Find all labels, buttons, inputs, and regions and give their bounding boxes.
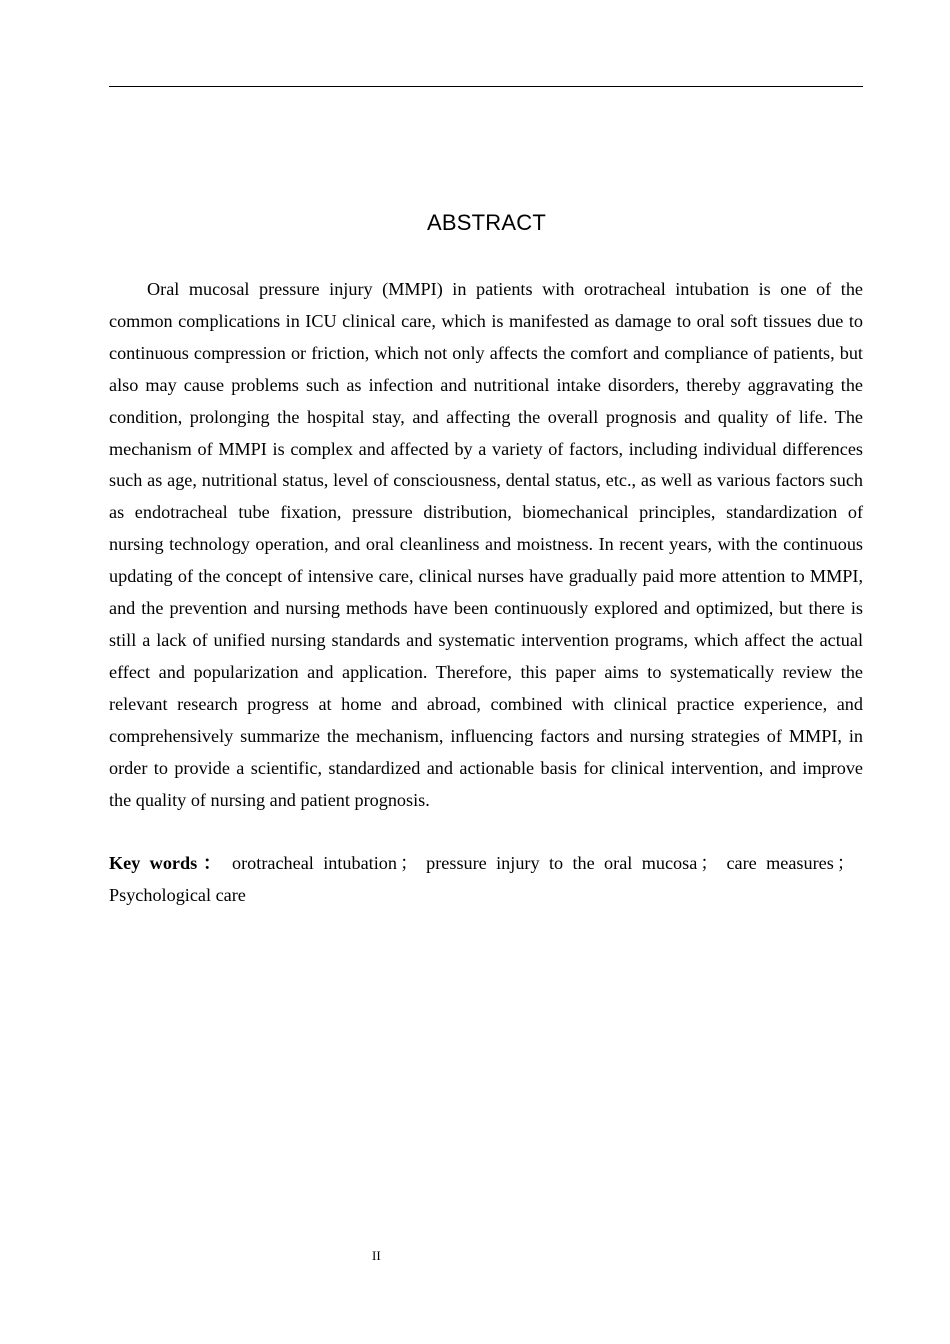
keywords-label: Key words (109, 853, 198, 873)
keyword-item: care measures (726, 853, 834, 873)
header-rule (109, 86, 863, 87)
keyword-item: Psychological care (109, 884, 246, 905)
keyword-item: orotracheal intubation (232, 853, 397, 873)
keywords-semicolon: ； (399, 853, 419, 873)
abstract-title: ABSTRACT (427, 210, 546, 235)
keywords-colon: ： (198, 853, 227, 873)
keyword-item: pressure injury to the oral mucosa (426, 853, 698, 873)
keywords-semicolon: ； (836, 853, 855, 873)
page-number: II (372, 1248, 381, 1263)
abstract-body: Oral mucosal pressure injury (MMPI) in patients with orotracheal intubation is one of the common complications in ICU clinical care, which is manifested as damage to oral soft tissues due to continuous compression or friction, which not only affects the comfort and compliance of patients, but also may cause problems such as infection and nutritional intake disorders, thereby aggravating the condition, prolonging the hospital stay, and affecting the overall prognosis and quality of life. The mechanism of MMPI is complex and affected by a variety of factors, including individual differences such as age, nutritional status, level of consciousness, dental status, etc., as well as various factors such as endotracheal tube fixation, pressure distribution, biomechanical principles, standardization of nursing technology operation, and oral cleanliness and moistness. In recent years, with the continuous updating of the concept of intensive care, clinical nurses have gradually paid more attention to MMPI, and the prevention and nursing methods have been continuously explored and optimized, but there is still a lack of unified nursing standards and systematic intervention programs, which affect the actual effect and popularization and application. Therefore, this paper aims to systematically review the relevant research progress at home and abroad, combined with clinical practice experience, and comprehensively summarize the mechanism, influencing factors and nursing strategies of MMPI, in order to provide a scientific, standardized and actionable basis for clinical intervention, and improve the quality of nursing and patient prognosis. (109, 279, 863, 810)
keywords-semicolon: ； (700, 853, 719, 873)
keywords-line (109, 848, 863, 912)
